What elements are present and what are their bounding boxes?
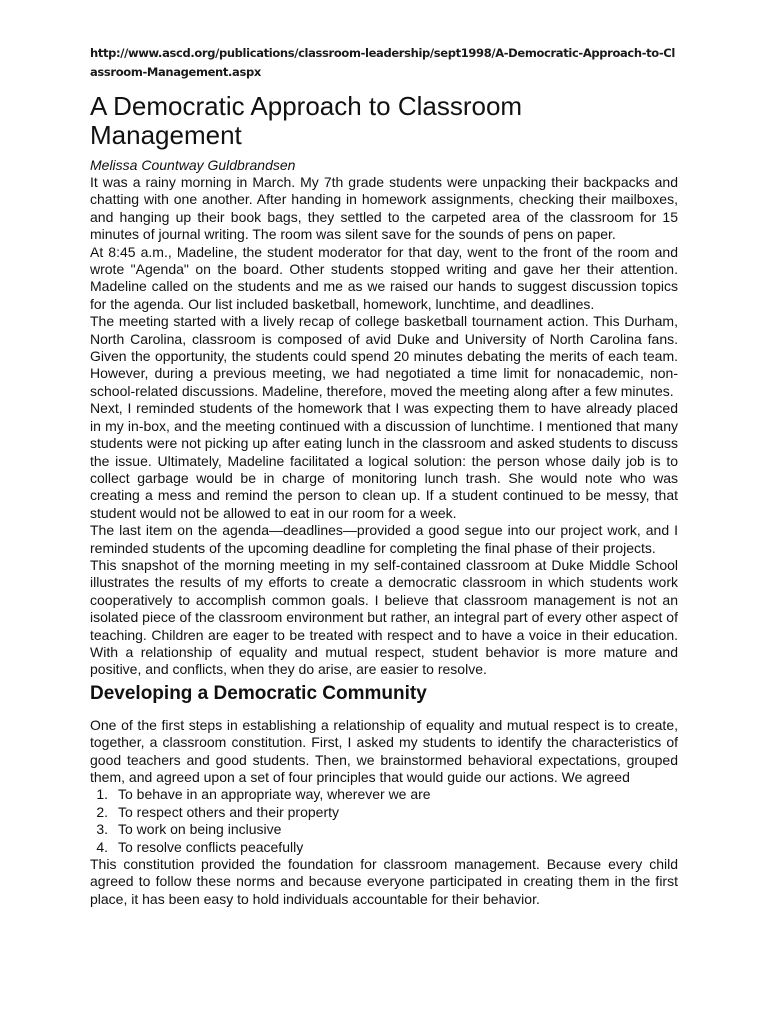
list-item (90, 804, 678, 821)
list-text: To work on being inclusive (118, 821, 282, 838)
list-number: 2. (96, 803, 108, 820)
paragraph: It was a rainy morning in March. My 7th grade students were unpacking their backpacks and chatting with one another. After handing in homework assignments, checking their mailboxes, and hanging up their book bags, they settled to the carpeted area of the classroom for 15 minutes of journal writing. The room was silent save for the sounds of pens on paper. (90, 174, 678, 243)
section-intro: One of the first steps in establishing a relationship of equality and mutual respect is to create, together, a classroom constitution. First, I asked my students to identify the characteristics of good teachers and good students. Then, we brainstormed behavioral expectations, grouped them, and agreed upon a set of four principles that would guide our actions. We agreed (90, 716, 678, 785)
paragraph: At 8:45 a.m., Madeline, the student moderator for that day, went to the front of the room and wrote "Agenda" on the board. Other students stopped writing and gave her their attention. Madeline called on the students and me as we raised our hands to suggest discussion topics for the agenda. Our list included basketball, homework, lunchtime, and deadlines. (90, 243, 678, 312)
list-text: To resolve conflicts peacefully (118, 838, 304, 855)
list-number: 4. (96, 838, 108, 855)
author-byline: Melissa Countway Guldbrandsen (90, 157, 296, 173)
list-number: 3. (96, 821, 108, 838)
section-heading: Developing a Democratic Community (90, 682, 427, 704)
list-item (90, 839, 678, 856)
list-item (90, 786, 678, 803)
article-title: A Democratic Approach to Classroom Management (90, 91, 523, 150)
paragraph: The last item on the agenda—deadlines—provided a good segue into our project work, and I reminded students of the upcoming deadline for completing the final phase of their projects. (90, 522, 678, 556)
list-item (90, 821, 678, 838)
document-page (90, 44, 678, 908)
paragraph: This snapshot of the morning meeting in my self-contained classroom at Duke Middle School illustrates the results of my efforts to create a democratic classroom in which students work cooperatively to accomplish common goals. I believe that classroom management is not an isolated piece of the classroom environment but rather, an integral part of every other aspect of teaching. Children are eager to be treated with respect and to have a voice in their education. With a relationship of equality and mutual respect, student behavior is more mature and positive, and conflicts, when they do arise, are easier to resolve. (90, 556, 678, 678)
paragraph: Next, I reminded students of the homework that I was expecting them to have already placed in my in-box, and the meeting continued with a discussion of lunchtime. I mentioned that many students were not picking up after eating lunch in the classroom and asked students to discuss the issue. Ultimately, Madeline facilitated a logical solution: the person whose daily job is to collect garbage would be in charge of monitoring lunch trash. She would note who was creating a mess and remind the person to clean up. If a student continued to be messy, that student would not be allowed to eat in our room for a week. (90, 400, 678, 521)
principles-list (90, 786, 678, 856)
list-number: 1. (96, 786, 108, 803)
source-url: http://www.ascd.org/publications/classroom-leadership/sept1998/A-Democratic-Approach-to-Classroom-Management.aspx (90, 46, 675, 79)
list-text: To behave in an appropriate way, wherever we are (118, 786, 431, 803)
list-text: To respect others and their property (118, 803, 340, 820)
section-closing: This constitution provided the foundation for classroom management. Because every child agreed to follow these norms and because everyone participated in creating them in the first place, it has been easy to hold individuals accountable for their behavior. (90, 856, 678, 907)
paragraph: The meeting started with a lively recap of college basketball tournament action. This Durham, North Carolina, classroom is composed of avid Duke and University of North Carolina fans. Given the opportunity, the students could spend 20 minutes debating the merits of each team. However, during a previous meeting, we had negotiated a time limit for nonacademic, non-school-related discussions. Madeline, therefore, moved the meeting along after a few minutes. (90, 313, 678, 399)
